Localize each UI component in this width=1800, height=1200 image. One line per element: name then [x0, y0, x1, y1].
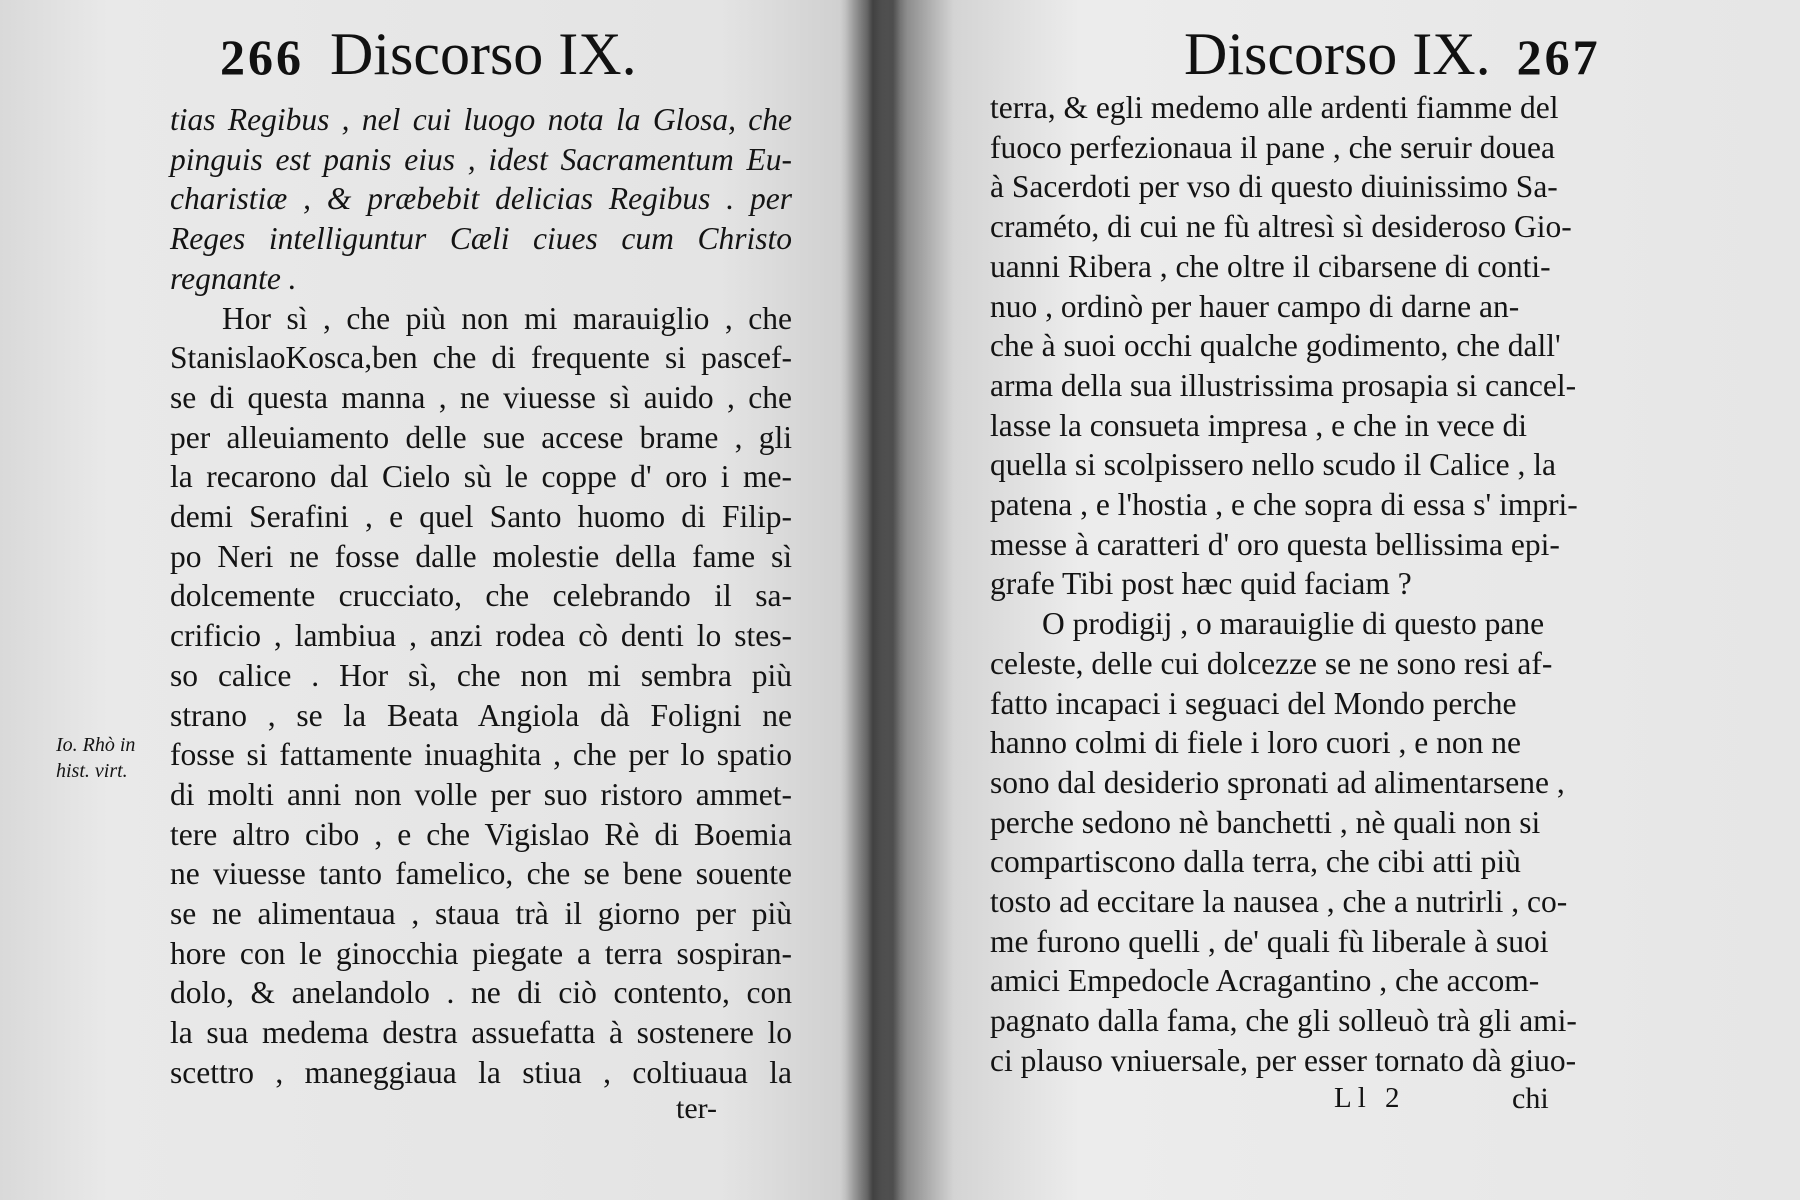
text-line: perche sedono nè banchetti , nè quali non si [990, 804, 1541, 840]
text-line: tere altro cibo , e che Vigislao Rè di Boemia [170, 816, 792, 852]
left-body-text [170, 100, 792, 1093]
text-line: uanni Ribera , che oltre il cibarsene di conti- [990, 248, 1551, 284]
text-line: me furono quelli , de' quali fù liberale à suoi [990, 923, 1549, 959]
text-line: dolo, & anelandolo . ne di ciò contento, con [170, 975, 792, 1011]
text-line: scettro , maneggiaua la stiua , coltiuaua la [170, 1054, 792, 1090]
text-line: fatto incapaci i seguaci del Mondo perche [990, 685, 1517, 721]
text-line: celeste, delle cui dolcezze se ne sono resi af- [990, 645, 1553, 681]
text-line: messe à caratteri d' oro questa bellissima epi- [990, 526, 1560, 562]
text-line: hore con le ginocchia piegate a terra sospiran- [170, 935, 792, 971]
left-catchword: ter- [676, 1092, 718, 1125]
text-line: charistiæ , & præbebit delicias Regibus . per [170, 181, 792, 217]
text-line: à Sacerdoti per vso di questo diuinissimo Sa- [990, 169, 1558, 205]
text-line: nuo , ordinò per hauer campo di darne an- [990, 288, 1520, 324]
text-line: Hor sì , che più non mi marauiglio , che [222, 300, 792, 336]
text-line: O prodigij , o marauiglie di questo pane [1042, 606, 1545, 642]
text-line: ne viuesse tanto famelico, che se bene souente [170, 856, 792, 892]
text-line: regnante . [170, 260, 297, 296]
text-line: arma della sua illustrissima prosapia si cancel- [990, 367, 1577, 403]
text-line: sono dal desiderio spronati ad alimentarsene , [990, 764, 1565, 800]
text-line: la recarono dal Cielo sù le coppe d' oro i me- [170, 459, 792, 495]
right-running-head: Discorso IX. [1184, 21, 1491, 87]
signature-mark: Ll 2 [1334, 1082, 1406, 1114]
text-line: Reges intelliguntur Cæli ciues cum Christo [170, 221, 792, 257]
right-catchword: chi [1512, 1082, 1549, 1115]
text-line: fosse si fattamente inuaghita , che per lo spatio [170, 737, 792, 773]
right-page [872, 0, 1800, 1200]
text-line: amici Empedocle Acragantino , che accom- [990, 963, 1540, 999]
text-line: compartiscono dalla terra, che cibi atti più [990, 844, 1521, 880]
text-line: di molti anni non volle per suo ristoro ammet- [170, 776, 792, 812]
text-line: tosto ad eccitare la nausea , che a nutrirli , co- [990, 884, 1568, 920]
text-line: StanislaoKosca,ben che di frequente si pascef- [170, 340, 792, 376]
text-line: craméto, di cui ne fù altresì sì desideroso Gio- [990, 209, 1572, 245]
right-page-number: 267 [1516, 29, 1601, 85]
text-line: demi Serafini , e quel Santo huomo di Filip- [170, 499, 792, 535]
left-running-head: Discorso IX. [330, 21, 637, 87]
left-page-header [220, 20, 659, 100]
left-margin-note: Io. Rhò in hist. virt. [56, 734, 136, 782]
text-line: pinguis est panis eius , idest Sacramentum Eu- [170, 141, 792, 177]
text-line: po Neri ne fosse dalle molestie della fame sì [170, 538, 792, 574]
text-line: ci plauso vniuersale, per esser tornato dà giuo- [990, 1042, 1577, 1078]
text-line: se di questa manna , ne viuesse sì auido , che [170, 379, 792, 415]
text-line: patena , e l'hostia , e che sopra di essa s' impri- [990, 487, 1578, 523]
text-line: terra, & egli medemo alle ardenti fiamme del [990, 90, 1559, 125]
text-line: crificio , lambiua , anzi rodea cò denti lo stes- [170, 618, 792, 654]
text-line: se ne alimentaua , staua trà il giorno per più [170, 896, 792, 932]
text-line: lasse la consueta impresa , e che in vece di [990, 407, 1528, 443]
text-line: so calice . Hor sì, che non mi sembra più [170, 657, 792, 693]
left-page-number: 266 [220, 29, 304, 85]
text-line: la sua medema destra assuefatta à sostenere lo [170, 1015, 792, 1051]
text-line: strano , se la Beata Angiola dà Foligni ne [170, 697, 792, 733]
text-line: grafe Tibi post hæc quid faciam ? [990, 566, 1412, 602]
text-line: fuoco perfezionaua il pane , che seruir douea [990, 129, 1555, 165]
text-line: tias Regibus , nel cui luogo nota la Glosa, che [170, 102, 792, 137]
text-line: che à suoi occhi qualche godimento, che dall' [990, 328, 1561, 364]
text-line: quella si scolpissero nello scudo il Calice , la [990, 447, 1557, 483]
text-line: hanno colmi di fiele i loro cuori , e non ne [990, 725, 1521, 761]
text-line: per alleuiamento delle sue accese brame , gli [170, 419, 792, 455]
text-line: pagnato dalla fama, che gli solleuò trà gli ami- [990, 1003, 1577, 1039]
right-body-text [990, 88, 1578, 1081]
left-page [0, 0, 872, 1200]
text-line: dolcemente crucciato, che celebrando il sa- [170, 578, 792, 614]
